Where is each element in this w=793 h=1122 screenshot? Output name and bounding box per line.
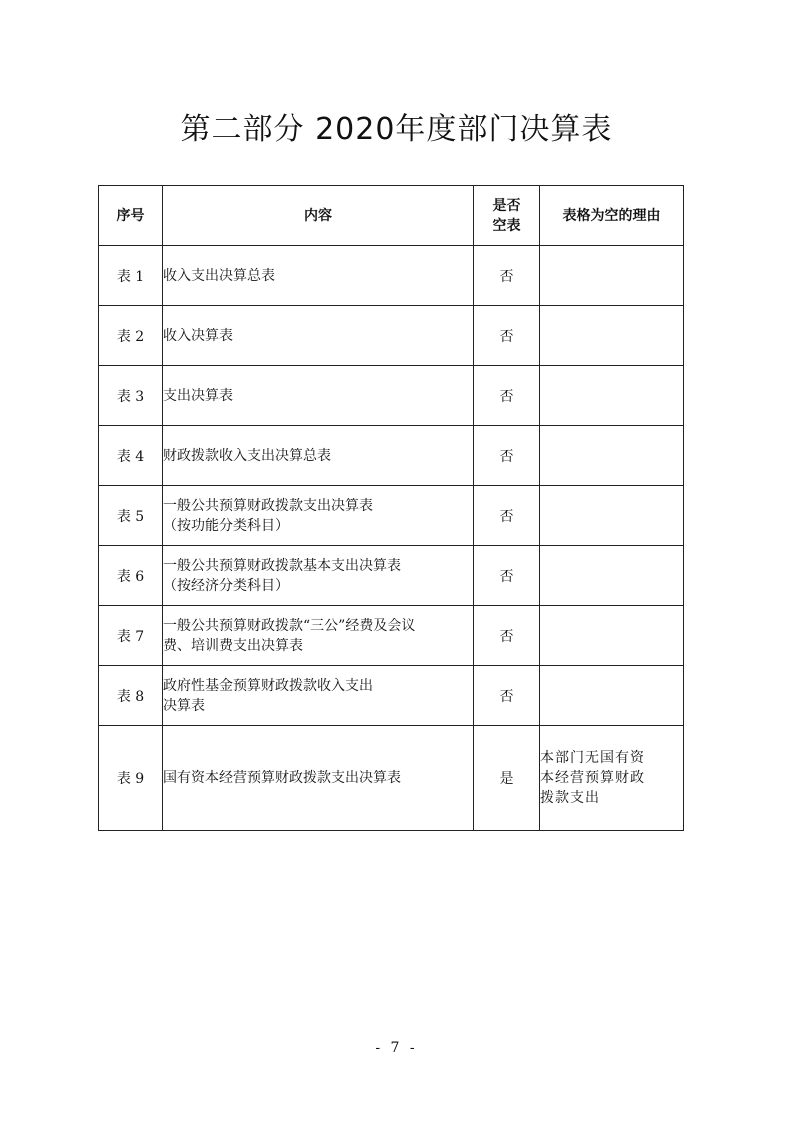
row-empty-reason — [540, 666, 684, 726]
row-seq: 表 7 — [99, 606, 163, 666]
row-seq: 表 4 — [99, 426, 163, 486]
table-row — [99, 486, 684, 546]
budget-tables-index — [98, 185, 684, 831]
row-empty-reason — [540, 606, 684, 666]
row-is-empty: 是 — [474, 726, 540, 831]
row-is-empty: 否 — [474, 426, 540, 486]
row-empty-reason — [540, 546, 684, 606]
row-content — [163, 726, 474, 831]
row-is-empty: 否 — [474, 306, 540, 366]
table-row — [99, 246, 684, 306]
header-empty-line1: 是否 — [492, 197, 521, 214]
table-row — [99, 666, 684, 726]
row-is-empty: 否 — [474, 606, 540, 666]
row-content-line: 一般公共预算财政拨款“三公”经费及会议 — [163, 617, 416, 634]
row-content-line: 国有资本经营预算财政拨款支出决算表 — [163, 770, 401, 786]
row-empty-reason — [540, 366, 684, 426]
row-content — [163, 306, 474, 366]
row-empty-reason — [540, 246, 684, 306]
row-seq: 表 8 — [99, 666, 163, 726]
table-row — [99, 426, 684, 486]
row-content — [163, 246, 474, 306]
row-is-empty: 否 — [474, 366, 540, 426]
row-seq: 表 6 — [99, 546, 163, 606]
row-seq: 表 3 — [99, 366, 163, 426]
row-reason-line: 拨款支出 — [540, 790, 600, 806]
row-content-line: （按功能分类科目） — [163, 517, 289, 534]
row-seq: 表 1 — [99, 246, 163, 306]
row-content-line: 一般公共预算财政拨款支出决算表 — [163, 497, 373, 514]
header-content: 内容 — [163, 186, 474, 246]
row-is-empty: 否 — [474, 666, 540, 726]
row-content-line: （按经济分类科目） — [163, 577, 289, 594]
header-reason: 表格为空的理由 — [540, 186, 684, 246]
table-row — [99, 606, 684, 666]
header-empty — [474, 186, 540, 246]
row-is-empty: 否 — [474, 546, 540, 606]
row-content — [163, 666, 474, 726]
table-row — [99, 546, 684, 606]
row-seq: 表 2 — [99, 306, 163, 366]
page-title: 第二部分 2020年度部门决算表 — [180, 112, 613, 147]
table-row — [99, 306, 684, 366]
table-row — [99, 726, 684, 831]
row-content — [163, 366, 474, 426]
row-content-line: 费、培训费支出决算表 — [163, 637, 303, 654]
row-content-line: 一般公共预算财政拨款基本支出决算表 — [163, 557, 401, 574]
row-empty-reason — [540, 426, 684, 486]
row-content-line: 决算表 — [163, 697, 205, 714]
row-empty-reason — [540, 306, 684, 366]
row-content-line: 政府性基金预算财政拨款收入支出 — [163, 677, 373, 694]
row-content-line: 支出决算表 — [163, 387, 233, 404]
row-content — [163, 426, 474, 486]
row-content-line: 收入支出决算总表 — [163, 267, 275, 284]
row-reason-line: 本经营预算财政 — [540, 770, 645, 786]
row-seq: 表 9 — [99, 726, 163, 831]
row-empty-reason — [540, 486, 684, 546]
header-row — [99, 186, 684, 246]
header-empty-line2: 空表 — [492, 217, 521, 234]
row-content-line: 财政拨款收入支出决算总表 — [163, 447, 331, 464]
row-empty-reason — [540, 726, 684, 831]
row-seq: 表 5 — [99, 486, 163, 546]
row-content-line: 收入决算表 — [163, 327, 233, 344]
row-reason-line: 本部门无国有资 — [540, 750, 645, 766]
header-seq: 序号 — [99, 186, 163, 246]
row-content — [163, 606, 474, 666]
row-is-empty: 否 — [474, 486, 540, 546]
page-number: - 7 - — [375, 1040, 418, 1056]
table-row — [99, 366, 684, 426]
row-content — [163, 486, 474, 546]
row-content — [163, 546, 474, 606]
row-is-empty: 否 — [474, 246, 540, 306]
